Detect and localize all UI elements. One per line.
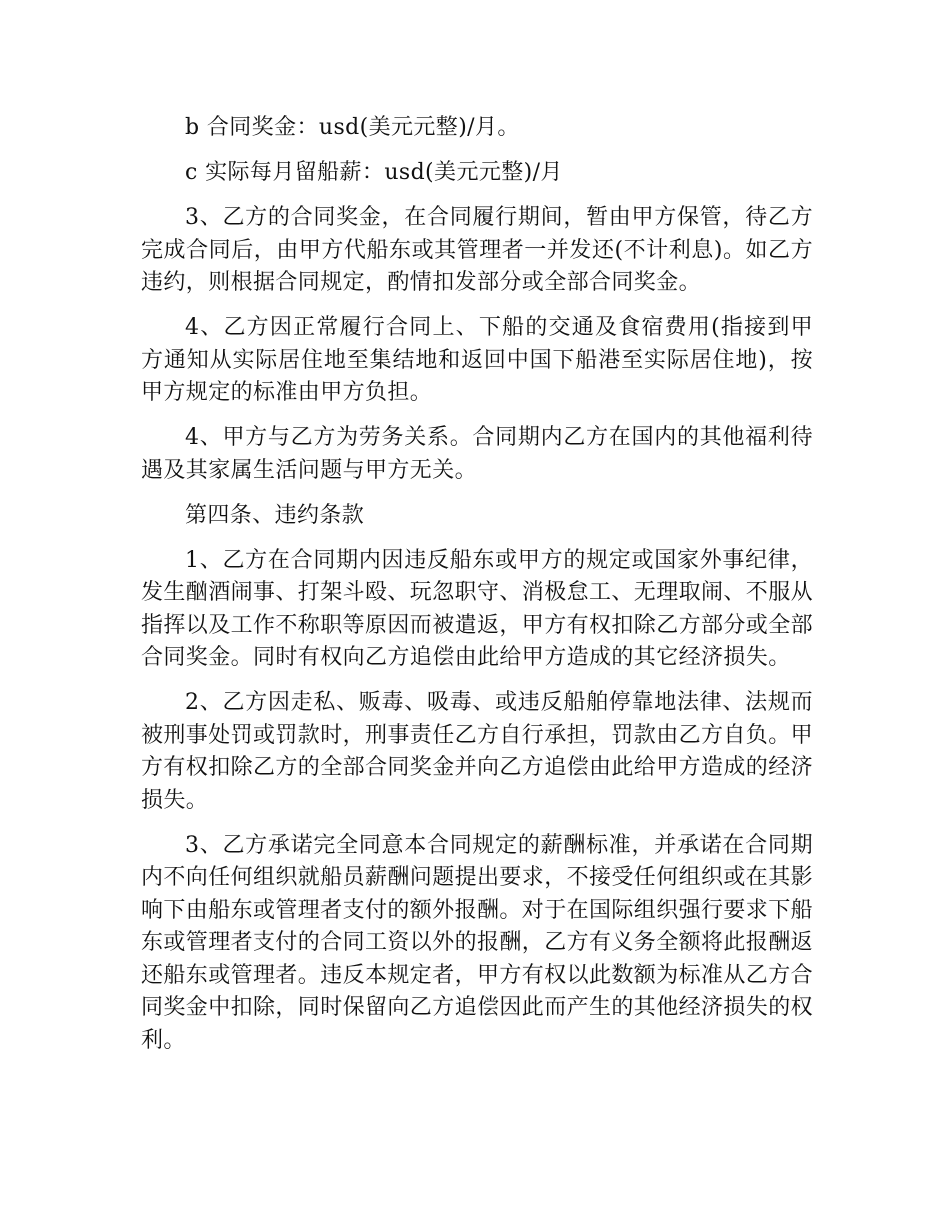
paragraph-bonus-custody: 3、乙方的合同奖金，在合同履行期间，暂由甲方保管，待乙方完成合同后，由甲方代船东或其管理者一并发还(不计利息)。如乙方违约，则根据合同规定，酌情扣发部分或全部合同奖金。 [141,205,813,295]
paragraph-retained-pay: c 实际每月留船薪：usd(美元元整)/月 [185,160,563,185]
paragraph-breach-3: 3、乙方承诺完全同意本合同规定的薪酬标准，并承诺在合同期内不向任何组织就船员薪酬问题提出要求，不接受任何组织或在其影响下由船东或管理者支付的额外报酬。对于在国际组织强行要求下船东或管理者支付的合同工资以外的报酬，乙方有义务全额将此报酬返还船东或管理者。违反本规定者，甲方有权以此数额为标准从乙方合同奖金中扣除，同时保留向乙方追偿因此而产生的其他经济损失的权利。 [141,832,814,1053]
paragraph-travel-expenses: 4、乙方因正常履行合同上、下船的交通及食宿费用(指接到甲方通知从实际居住地至集结地和返回中国下船港至实际居住地)，按甲方规定的标准由甲方负担。 [141,315,813,405]
paragraph-bonus: b 合同奖金：usd(美元元整)/月。 [185,115,520,140]
document-body [141,112,813,1070]
paragraph-labor-relation: 4、甲方与乙方为劳务关系。合同期内乙方在国内的其他福利待遇及其家属生活问题与甲方无关。 [141,425,813,483]
section-heading-breach: 第四条、违约条款 [185,502,365,528]
paragraph-breach-1: 1、乙方在合同期内因违反船东或甲方的规定或国家外事纪律，发生酗酒闹事、打架斗殴、玩忽职守、消极怠工、无理取闹、不服从指挥以及工作不称职等原因而被遣返，甲方有权扣除乙方部分或全部合同奖金。同时有权向乙方追偿由此给甲方造成的其它经济损失。 [141,547,814,670]
paragraph-breach-2: 2、乙方因走私、贩毒、吸毒、或违反船舶停靠地法律、法规而被刑事处罚或罚款时，刑事责任乙方自行承担，罚款由乙方自负。甲方有权扣除乙方的全部合同奖金并向乙方追偿由此给甲方造成的经济损失。 [141,690,814,813]
